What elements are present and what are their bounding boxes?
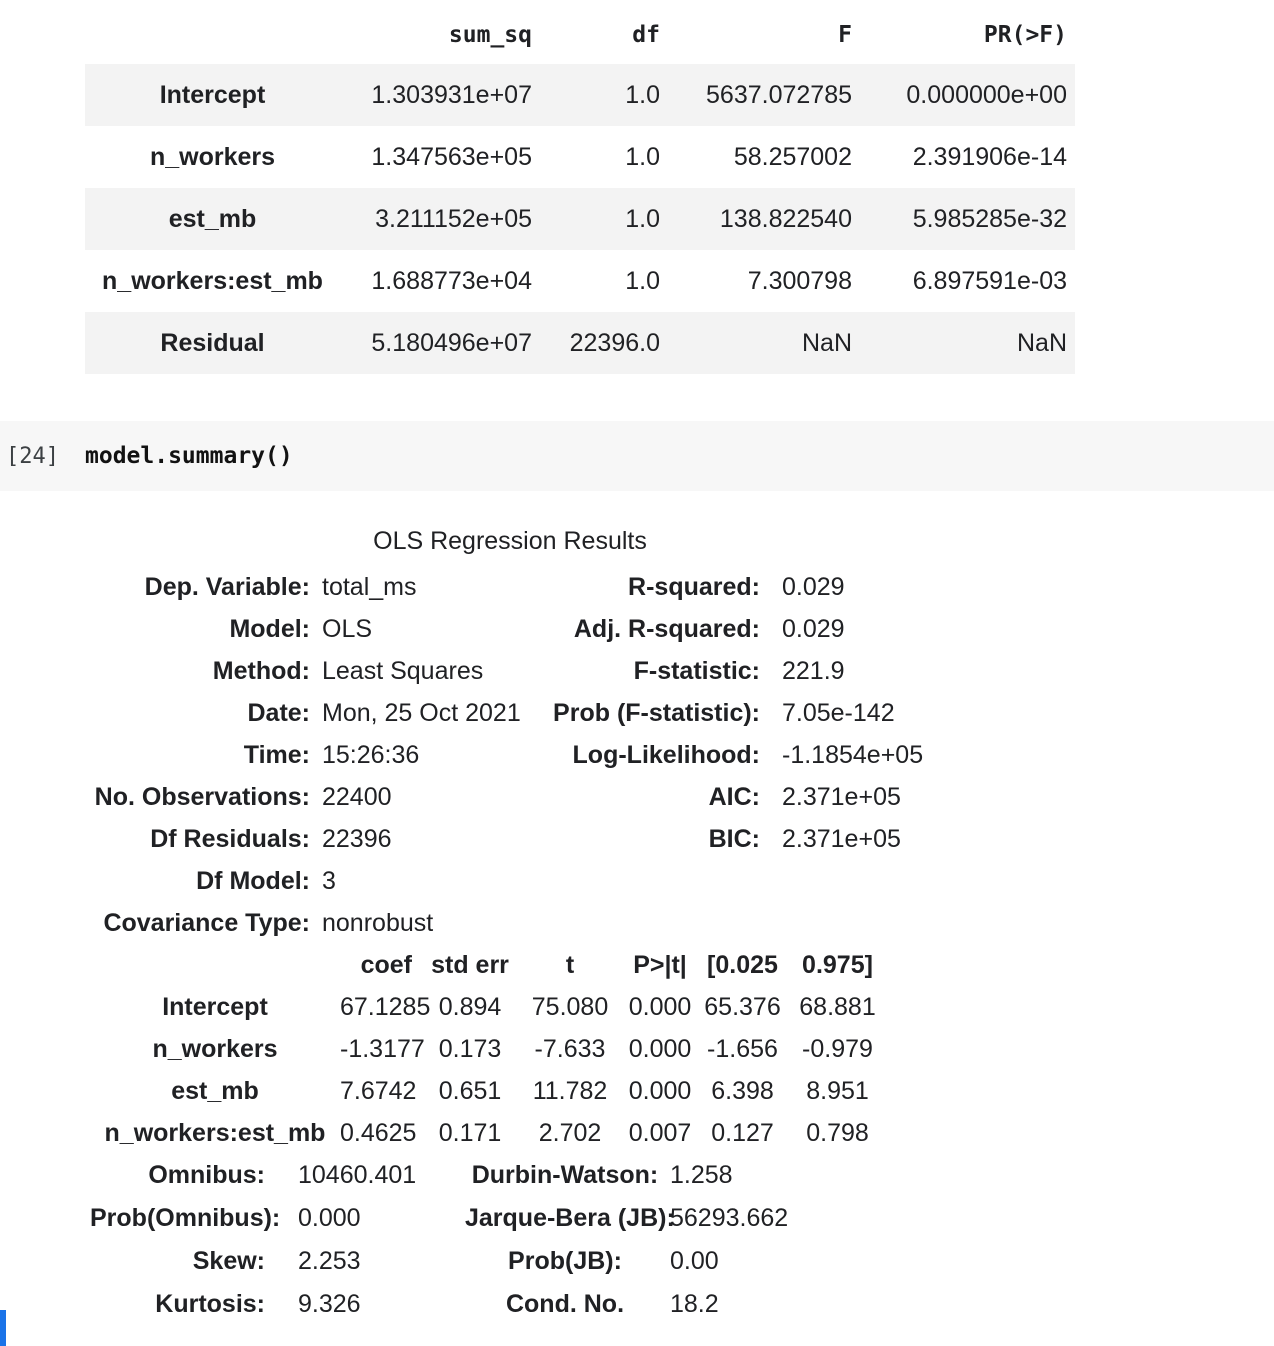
summary-info-label: Covariance Type: xyxy=(103,908,310,937)
coef-row-label: Intercept xyxy=(162,992,268,1021)
diagnostics-table xyxy=(90,1154,930,1326)
summary-info-value: Mon, 25 Oct 2021 xyxy=(322,698,521,727)
table-row xyxy=(85,64,1075,126)
coef-cell: 2.702 xyxy=(538,1118,602,1147)
table-row xyxy=(85,126,1075,188)
table-row xyxy=(90,1283,930,1326)
anova-row-label: Intercept xyxy=(159,80,266,109)
diag-label: Prob(JB): xyxy=(508,1247,622,1275)
anova-col-header: sum_sq xyxy=(340,16,540,64)
table-row xyxy=(90,650,930,692)
anova-row-label: est_mb xyxy=(168,204,257,233)
table-row xyxy=(90,1028,890,1070)
table-row xyxy=(90,608,930,650)
cell-focus-indicator[interactable] xyxy=(0,1310,6,1346)
summary-info-label: BIC: xyxy=(708,824,760,853)
coef-row-label: n_workers xyxy=(152,1034,278,1063)
summary-info-value: nonrobust xyxy=(322,908,434,937)
anova-row-label: n_workers xyxy=(149,142,276,171)
coef-cell: 0.000 xyxy=(628,992,692,1021)
anova-cell: 5.985285e-32 xyxy=(912,204,1067,233)
diag-value: 0.000 xyxy=(298,1204,361,1232)
summary-info-label: No. Observations: xyxy=(94,782,310,811)
coef-cell: 0.000 xyxy=(628,1034,692,1063)
diag-label: Omnibus: xyxy=(148,1161,265,1189)
anova-corner-cell xyxy=(85,16,340,64)
summary-info-value xyxy=(760,860,930,902)
table-row xyxy=(90,860,930,902)
coef-cell: -0.979 xyxy=(802,1034,873,1063)
anova-cell: 3.211152e+05 xyxy=(375,204,532,233)
anova-cell: 1.303931e+07 xyxy=(371,80,532,109)
anova-cell: 1.0 xyxy=(625,204,660,233)
coef-corner-cell xyxy=(90,944,340,986)
summary-info-label: Prob (F-statistic): xyxy=(553,698,760,727)
table-row xyxy=(85,312,1075,374)
summary-info-label: F-statistic: xyxy=(633,656,760,685)
summary-info-value: -1.1854e+05 xyxy=(782,740,924,769)
code-cell[interactable] xyxy=(0,421,1274,491)
diag-value: 9.326 xyxy=(298,1290,361,1318)
coef-cell: -1.3177 xyxy=(340,1034,425,1063)
diag-label: Jarque-Bera (JB): xyxy=(465,1204,675,1232)
coef-col-header: t xyxy=(565,950,575,979)
summary-info-label: R-squared: xyxy=(628,572,760,601)
summary-title: OLS Regression Results xyxy=(373,527,647,555)
table-row xyxy=(90,986,890,1028)
summary-info-value: total_ms xyxy=(322,572,417,601)
anova-cell: 7.300798 xyxy=(747,266,852,295)
summary-info-label: Model: xyxy=(229,614,310,643)
anova-row-label: Residual xyxy=(160,328,265,357)
anova-cell: 1.0 xyxy=(625,266,660,295)
coef-col-header: std err xyxy=(431,950,509,979)
coefficients-table xyxy=(90,944,890,1154)
code-input[interactable]: model.summary() xyxy=(85,443,293,469)
summary-info-value: 7.05e-142 xyxy=(782,698,895,727)
coef-cell: -1.656 xyxy=(707,1034,778,1063)
coef-cell: 0.007 xyxy=(628,1118,692,1147)
summary-info-value: 0.029 xyxy=(782,614,845,643)
summary-info-label: Log-Likelihood: xyxy=(572,740,760,769)
anova-col-header: PR(>F) xyxy=(860,16,1075,64)
summary-info-label xyxy=(544,902,760,944)
coef-header-row xyxy=(90,944,890,986)
diag-value: 0.00 xyxy=(670,1247,719,1275)
table-row xyxy=(85,188,1075,250)
coef-cell: 7.6742 xyxy=(340,1076,417,1105)
anova-cell: 5637.072785 xyxy=(706,80,852,109)
coef-cell: 11.782 xyxy=(532,1076,608,1105)
anova-cell: NaN xyxy=(1016,328,1067,357)
anova-cell: 1.0 xyxy=(625,80,660,109)
coef-col-header: 0.975] xyxy=(802,950,873,979)
coef-cell: 0.171 xyxy=(438,1118,502,1147)
summary-info-value: 22400 xyxy=(322,782,392,811)
summary-info-label: AIC: xyxy=(708,782,760,811)
anova-cell: 138.822540 xyxy=(719,204,852,233)
diag-label: Durbin-Watson: xyxy=(471,1161,659,1189)
summary-info-value: OLS xyxy=(322,614,373,643)
coef-col-header: [0.025 xyxy=(707,950,778,979)
coef-cell: 0.127 xyxy=(711,1118,774,1147)
coef-row-label: n_workers:est_mb xyxy=(104,1118,326,1147)
diag-value: 10460.401 xyxy=(298,1161,417,1189)
anova-cell: 1.347563e+05 xyxy=(371,142,532,171)
summary-info-value: 2.371e+05 xyxy=(782,824,901,853)
anova-cell: 22396.0 xyxy=(569,328,660,357)
diag-value: 2.253 xyxy=(298,1247,361,1275)
summary-info-label: Df Model: xyxy=(196,866,310,895)
summary-info-label: Df Residuals: xyxy=(150,824,310,853)
summary-info-value: 3 xyxy=(322,866,336,895)
coef-cell: 0.894 xyxy=(438,992,502,1021)
execution-count: [24] xyxy=(6,443,59,469)
summary-info-value xyxy=(760,902,930,944)
coef-cell: 75.080 xyxy=(531,992,609,1021)
summary-info-label: Date: xyxy=(247,698,310,727)
table-row xyxy=(90,1154,930,1197)
table-row xyxy=(90,902,930,944)
coef-cell: 68.881 xyxy=(799,992,876,1021)
summary-info-label: Dep. Variable: xyxy=(144,572,310,601)
summary-info-value: 22396 xyxy=(322,824,392,853)
coef-cell: 67.1285 xyxy=(340,992,431,1021)
coef-cell: 65.376 xyxy=(704,992,781,1021)
coef-cell: 0.4625 xyxy=(340,1118,417,1147)
coef-cell: 8.951 xyxy=(806,1076,869,1105)
coef-col-header: P>|t| xyxy=(633,950,687,979)
summary-info-value: 0.029 xyxy=(782,572,845,601)
table-row xyxy=(90,1240,930,1283)
summary-info-value: 15:26:36 xyxy=(322,740,420,769)
summary-info-label: Time: xyxy=(243,740,310,769)
summary-info-value: 221.9 xyxy=(782,656,845,685)
summary-info-value: Least Squares xyxy=(322,656,484,685)
table-row xyxy=(90,1112,890,1154)
diag-label: Skew: xyxy=(192,1247,265,1275)
anova-cell: 1.0 xyxy=(625,142,660,171)
table-row xyxy=(90,818,930,860)
diag-value: 1.258 xyxy=(670,1161,733,1189)
anova-col-header: df xyxy=(540,16,668,64)
diag-label: Prob(Omnibus): xyxy=(90,1204,281,1232)
anova-cell: 6.897591e-03 xyxy=(912,266,1067,295)
anova-cell: 1.688773e+04 xyxy=(371,266,532,295)
summary-info-label xyxy=(544,860,760,902)
anova-col-header: F xyxy=(668,16,860,64)
ols-summary-output xyxy=(90,527,935,1326)
table-row xyxy=(90,734,930,776)
coef-cell: 0.798 xyxy=(806,1118,869,1147)
anova-cell: 5.180496e+07 xyxy=(371,328,532,357)
coef-cell: 0.173 xyxy=(438,1034,502,1063)
diag-value: 56293.662 xyxy=(670,1204,789,1232)
table-row xyxy=(90,1070,890,1112)
coef-row-label: est_mb xyxy=(171,1076,259,1105)
summary-info-label: Method: xyxy=(212,656,310,685)
anova-cell: 0.000000e+00 xyxy=(906,80,1067,109)
anova-row-label: n_workers:est_mb xyxy=(102,266,323,295)
table-row xyxy=(90,1197,930,1240)
summary-info-label: Adj. R-squared: xyxy=(573,614,760,643)
anova-cell: 2.391906e-14 xyxy=(912,142,1067,171)
coef-cell: 0.651 xyxy=(438,1076,502,1105)
coef-cell: -7.633 xyxy=(534,1034,606,1063)
coef-col-header: coef xyxy=(360,950,412,979)
coef-cell: 0.000 xyxy=(628,1076,692,1105)
table-row xyxy=(90,692,930,734)
diag-label: Cond. No. xyxy=(505,1290,625,1318)
table-row xyxy=(90,566,930,608)
anova-header-row xyxy=(85,16,1075,64)
summary-info-value: 2.371e+05 xyxy=(782,782,901,811)
anova-cell: 58.257002 xyxy=(733,142,852,171)
diag-label: Kurtosis: xyxy=(155,1290,265,1318)
coef-cell: 6.398 xyxy=(711,1076,774,1105)
anova-table xyxy=(85,16,1075,374)
diag-value: 18.2 xyxy=(670,1290,719,1318)
summary-info-table xyxy=(90,566,930,944)
table-row xyxy=(90,776,930,818)
anova-cell: NaN xyxy=(801,328,852,357)
table-row xyxy=(85,250,1075,312)
